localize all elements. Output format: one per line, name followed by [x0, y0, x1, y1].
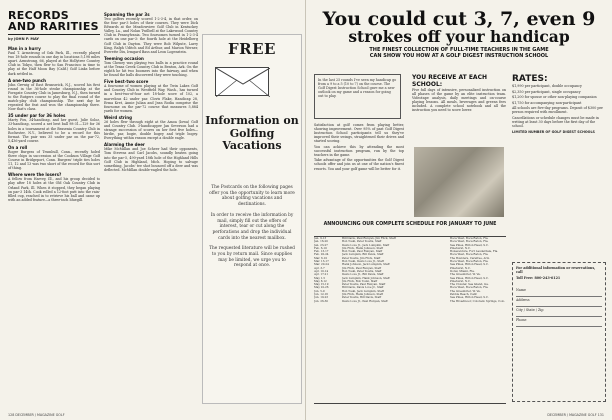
schedule-location: Boca West, Boca Raton, Fla. — [450, 237, 489, 240]
schedule-location: Sea Pines, Hilton Head, S.C. — [450, 276, 489, 280]
reservation-coupon[interactable] — [512, 262, 606, 402]
section-text: Tom Cheney was playing two balls in a practice round at the Texas Creek Country Club in Benton, Ark. On the eighth he hit two boomers into the fairway, and when he found the balls discovered they were touching. — [104, 60, 198, 78]
right-page — [306, 0, 612, 420]
coupon-name-field[interactable] — [516, 296, 602, 297]
schedule-teachers: Peter Kostis, Paul Runyan, Staff — [342, 283, 386, 287]
free-info-box — [202, 34, 302, 404]
ad-headline-1: You could cut 3, 7, even 9 — [322, 8, 596, 30]
free-paragraph: The Postcards on the following pages offer you the opportunity to learn more about golfing vacations and destinations. — [209, 185, 295, 208]
schedule-date: May 1-5 — [314, 276, 326, 280]
coupon-phone-field[interactable] — [516, 326, 602, 327]
receive-title: YOU RECEIVE AT EACH SCHOOL: — [412, 74, 488, 88]
ad-headline-2: strokes off your handicap — [348, 27, 570, 46]
schedule-date: Jun. 19-23 — [314, 296, 328, 300]
schedule-date: May 8-12 — [314, 279, 327, 283]
rate-line: All schools are five-day programs. Deposit of $300 per person required with enrollment. — [512, 106, 603, 115]
golf-lesson-photo — [414, 147, 504, 217]
free-paragraph: In order to receive the information by mail, simply fill out the offers of interest, tear or cut along the perforations and drop the individual cards into the nearest mailbox. — [210, 212, 294, 241]
schedule-location: Boca West, Boca Raton, Fla. — [450, 253, 489, 257]
section-text: Paul T. Armstrong of Oak Park, Ill., recently played two 18-hole rounds in one day in locations 5,198 miles apart. Armstrong, 66, played at the Hollytree Country Club in Tokyo, then flew to San Francisco in time to play at the Half Moon Bay (Calif.) Golf Links before dark settled in. — [8, 51, 100, 76]
testimonial-quote: In the last 25 rounds I've seen my handicap go from a 9 to a 5 (10 to 7) on the course. The Golf Digest Instruction School gave me a new outlook on my game and a reason for going out to play. — [314, 74, 401, 119]
free-paragraph: The requested literature will be rushed to you by return mail. Since supplies may be limited, we urge you to respond at once. — [209, 246, 295, 269]
column-title: RECORDS AND RARITIES — [8, 10, 99, 33]
schedule-teachers: Bob Toski, Jack Lumpkin, Staff — [342, 289, 384, 293]
coupon-city-label: City / State / Zip — [516, 307, 544, 312]
free-headline: Information on Golfing Vacations — [205, 114, 299, 152]
schedule-teachers: Jack Lumpkin, Hank Johnson, Staff — [342, 276, 390, 280]
records-column-2 — [104, 10, 198, 410]
schedule-date: Feb. 13-17 — [314, 250, 329, 254]
ad-paragraph: Take advantage of the opportunities the Golf Digest schools offer and join us at one of the nation's finest resorts. You and your golf game will be better for it. — [314, 158, 404, 171]
schedule-location: The Greenbrier, W. Va. — [450, 289, 481, 293]
schedule-location: The Broadmoor, Colorado Springs, Colo. — [450, 299, 506, 303]
section-heading: 35 under par for 36 holes — [8, 113, 66, 119]
section-heading: Teeming occasion — [104, 55, 144, 61]
ad-subhead-1: THE FINEST COLLECTION OF FULL-TIME TEACHERS IN THE GAME — [369, 47, 549, 53]
limited-title: LIMITED NUMBER OF GOLF DIGEST SCHOOLS — [512, 129, 595, 134]
schedule-location: Pebble Beach, Calif. — [450, 293, 478, 297]
receive-text: Five full days of intensive, personalized instruction on all phases of the game by an elite instruction team. Videotape analysis, daily meetings and on-course playing lessons. All meals, beverages and greens fees included. A complete school notebook and all the instruction you need to score lower. — [412, 88, 506, 113]
schedule-teachers: Bill Davis, Davis Love Jr., Staff — [342, 286, 384, 290]
schedule-teachers: Jim Flick, Paul Runyan, Staff — [342, 266, 381, 270]
schedule-location: Pinehurst, N.C. — [450, 266, 471, 270]
schedule-teachers: Bob Toski, Davis Love Jr., Staff — [342, 260, 384, 264]
schedule-table — [314, 236, 506, 404]
schedule-date: Jan. 16-20 — [314, 240, 328, 244]
ad-intro-column — [314, 123, 404, 219]
schedule-date: Jan. 9-13 — [314, 237, 327, 240]
rates-title: RATES: — [512, 74, 548, 84]
schedule-teachers: Bob Toski, Paul Runyan, Staff — [342, 250, 383, 254]
schedule-title: ANNOUNCING OUR COMPLETE SCHEDULE FOR JANUARY TO JUNE — [323, 222, 497, 227]
schedule-date: Mar. 20-24 — [314, 263, 329, 267]
schedule-date: Mar. 13-17 — [314, 260, 329, 264]
schedule-location: Sea Pines, Hilton Head, S.C. — [450, 263, 489, 267]
section-text: A foursome of women playing at the Twin Lakes Golf and Country Club in Westfield Way, Wash., has turned in a best-two-of-four net 18-hole score of 102, a marvelous 42 under par. Clovis Flake, Handicap 28, Erma Kret, Annie Julian and Jean Rodia comprise the foursome on the par-72 course that measures 5,884 yards for women. — [104, 84, 198, 113]
left-folio: 128 DECEMBER / MAGAZINE GOLF — [8, 413, 65, 417]
receive-column — [412, 74, 506, 146]
section-heading: Where were the losers? — [8, 172, 62, 178]
schedule-teachers: Jim Flick, Hank Johnson, Staff — [342, 293, 383, 297]
ad-paragraph: You can achieve this by attending the most successful instruction program, run by the top teachers in the game. — [314, 144, 404, 157]
schedule-teachers: Bob Toski, Peter Kostis, Staff — [342, 240, 382, 244]
byline: by JOHN P. MAY — [8, 37, 40, 41]
schedule-teachers: Davis Love Jr., Bill Davis, Staff — [342, 273, 384, 277]
schedule-location: The Cloister, Sea Island, Ga. — [450, 283, 489, 287]
coupon-title: For additional information or reservations, call — [516, 266, 596, 275]
section-text: A fellow from Harvey, Ill., and his group decided to play after 18 holes at the Old Oak Country Club in Orland Park, Ill. When it stopped, they began playing on par-3 14th. Cook rolled a 12-foot putt into the rain-filled cup, reached in to retrieve his ball and came up with an added feature—a three-inch bluegill. — [8, 177, 100, 202]
schedule-date: Jan. 23-27 — [314, 243, 328, 247]
schedule-teachers: Davis Love Jr., Jack Lumpkin, Staff — [342, 243, 390, 247]
schedule-teachers: Jim Flick, Bob Toski, Staff — [342, 279, 378, 283]
schedule-location: The Boulders, Carefree, Ariz. — [450, 256, 490, 260]
coupon-address-field[interactable] — [516, 306, 602, 307]
envelope-icon-shape — [216, 68, 270, 97]
schedule-date: Jun. 12-16 — [314, 293, 328, 297]
ad-subhead-2: CAN SHOW YOU HOW AT A GOLF DIGEST INSTRUCTION SCHOOL — [369, 53, 549, 59]
schedule-date: Apr. 17-21 — [314, 273, 329, 277]
schedule-date: May 15-19 — [314, 283, 329, 287]
schedule-location: Sea Pines, Hilton Head, S.C. — [450, 296, 489, 300]
schedule-teachers: Peter Kostis, Jim Flick, Staff — [342, 256, 381, 260]
schedule-location: Boca West, Boca Raton, Fla. — [450, 260, 489, 264]
schedule-teachers: Hank Johnson, Jack Lumpkin, Staff — [342, 263, 390, 267]
title-rule — [8, 34, 100, 35]
section-text: John Grewig of East Brunswick, N.J., scored his first round in the 36-hole stroke championship at the Forsgate Country Club in Jamesburg, N.J., then turned to the Rutgers course to play the final round of the match-play club championship. The next day he repeated the feat and won the championship there. Now that's class. — [8, 82, 100, 112]
section-text: Mike McMillan and Joe Scheer had their opponents, Tom Stevens and Carl Jacobs, soundly beaten going into the par-5, 490-yard 18th hole of the Highland Hills Golf Club in Highland, Mich. Hoping to salvage something, Jacobs' tee shot bounced off a deer and was deflected. McMillan double-eagled the hole. — [104, 147, 198, 172]
schedule-teachers: Peter Kostis, Bill Davis, Staff — [342, 296, 382, 300]
envelope-icon — [215, 67, 269, 96]
free-heading: FREE — [228, 40, 276, 58]
schedule-teachers: Bob Toski, Peter Kostis, Staff — [342, 269, 382, 273]
section-text: Two golfers recently scored 1-2-3-4, in that order, on the four par-3 holes of their courses. They were Dick Edwards at the Meadowview Golf Club in Kentuckey Valley, La., and Nolan Twilbell at the Lakewood Country Club in Pennsylvania. Two foursomes turned in 1-2-3-4 cards on one par-3: the fourth hole at the Heidelberg Golf Club in Dayton. They were Bob Wilpute, Larry King, Ralph Uditch and Ed Arthur, and Marion Werner, Everette Dix, Irmgard Bass and Leon Logenstein. — [104, 17, 198, 54]
schedule-date: Jun. 5-9 — [314, 289, 325, 293]
section-text: Roger Burgess of Trumbull, Conn., recently holed three chips in succession at the Cookson Village Golf Course in Bridgeport, Conn. Burgess' triple ties holes 11, 12 and 13 was two short of the record for this sort of thing. — [8, 149, 100, 171]
coupon-city-field[interactable] — [516, 316, 602, 317]
schedule-date: Feb. 6-10 — [314, 246, 327, 250]
section-text: 26 holes flew through eight at the Amoa (Iowa) Golf and Country Club. 3-handicapper Jan Severson had a strange succession of scores on her first five holes—birdie, par, bogie, double bogey and triple bogey. Everything within reason except a double eagle. — [104, 119, 198, 141]
schedule-teachers: Davis Love Jr., Paul Runyan, Staff — [342, 299, 388, 303]
free-body — [209, 185, 295, 274]
coupon-address-label: Address — [516, 297, 530, 302]
schedule-teachers: Bill Davis, Paul Runyan, Jim Flick, Staff — [342, 237, 396, 240]
rates-panel — [512, 74, 606, 135]
schedule-location: Pinehurst, N.C. — [450, 246, 471, 250]
schedule-teachers: Jack Lumpkin, Bill Davis, Staff — [342, 253, 384, 257]
schedule-location: Sea Pines, Hilton Head, S.C. — [450, 243, 489, 247]
section-heading: Weird string — [104, 114, 132, 120]
schedule-location: Boca West, Boca Raton, Fla. — [450, 240, 489, 244]
records-column-1 — [8, 10, 100, 410]
schedule-location: Pinehurst, N.C. — [450, 279, 471, 283]
schedule-teachers: Jim Flick, Hank Johnson, Staff — [342, 246, 383, 250]
section-heading: Five best-two score — [104, 79, 149, 85]
section-heading: Spanning the par 3s — [104, 12, 150, 17]
coupon-phone-label: Phone — [516, 318, 527, 323]
schedule-date: Jun. 26-30 — [314, 299, 328, 303]
rate-line: $1,990 per participant, double occupancy — [512, 84, 582, 88]
schedule-date: Apr. 10-14 — [314, 269, 329, 273]
right-folio: DECEMBER / MAGAZINE GOLF 131 — [547, 413, 604, 417]
rate-line: $2,350 per participant, single occupancy — [512, 89, 581, 94]
section-heading: A one-two punch — [8, 77, 46, 83]
section-text: Marty Fox, 34-handicap, and her guest, Julie Soloz, 33-handicap, scored a net best ball 98-31—129 for 36 holes in a tournament at the Brasenia Country Club in Rochester, N.Y., believed to be a record for this format. The pair was 35 under par on the par-72, 5,436-yard course. — [8, 118, 100, 143]
schedule-location: Doral, Miami, Fla. — [450, 269, 475, 273]
schedule-row — [314, 300, 506, 303]
section-heading: Alarming the deer — [104, 142, 145, 148]
coupon-name-label: Name — [516, 287, 526, 292]
section-heading: On a roll — [8, 144, 28, 150]
coupon-phone: Toll Free: 800-243-6121 — [516, 275, 561, 280]
ad-paragraph: Satisfaction at golf comes from playing better, showing improvement. Over 95% of past Golf Digest Instruction School participants tell us they've improved their swings, straightened their drives and started scoring. — [314, 123, 404, 144]
rate-line: $1,750 for accompanying non-participant — [512, 100, 582, 105]
schedule-date: Mar. 6-10 — [314, 256, 328, 260]
schedule-location: Bonaventure, Fort Lauderdale, Fla. — [450, 250, 499, 254]
rate-line: Cancellations or schedule changes must be made in writing at least 30 days before the first day of the school. — [512, 116, 599, 129]
section-heading: Man in a hurry — [8, 46, 41, 52]
schedule-date: Apr. 3-7 — [314, 266, 325, 270]
rate-line: $1,200 for spouse or other non-playing companion — [512, 95, 597, 100]
schedule-date: Feb. 20-24 — [314, 253, 329, 257]
schedule-location: The Greenbrier, W. Va. — [450, 273, 481, 277]
schedule-date: May 22-26 — [314, 286, 329, 290]
schedule-location: Boca West, Boca Raton, Fla. — [450, 286, 489, 290]
